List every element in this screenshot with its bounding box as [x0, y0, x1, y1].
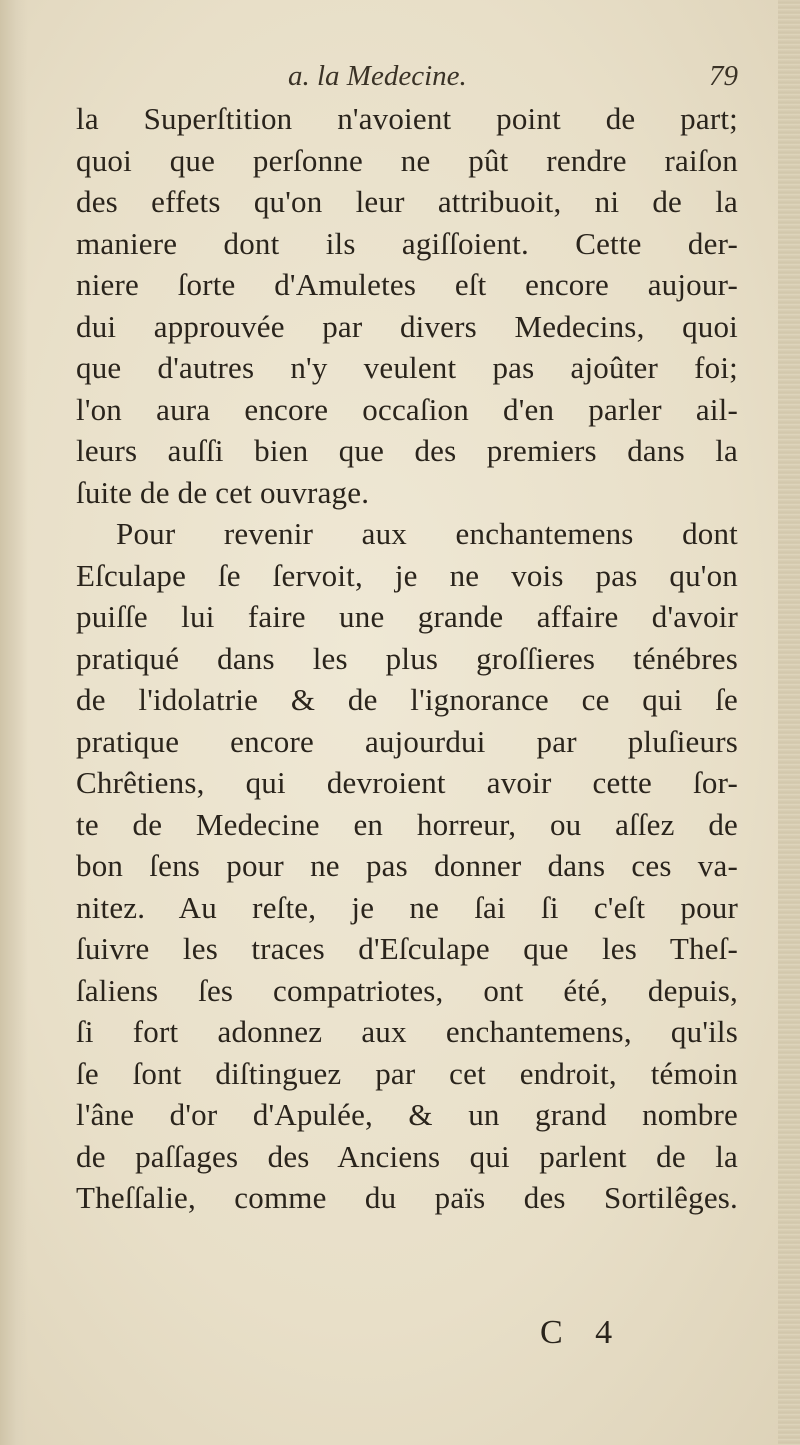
- text-line: des effets qu'on leur attribuoit, ni de la: [76, 184, 738, 219]
- text-line: Chrêtiens, qui devroient avoir cette ſor-: [76, 765, 738, 800]
- text-line: l'âne d'or d'Apulée, & un grand nombre: [76, 1097, 738, 1132]
- page-header: [270, 60, 760, 100]
- text-line: Theſſalie, comme du païs des Sortilêges.: [76, 1180, 738, 1215]
- text-line: pratique encore aujourdui par pluſieurs: [76, 723, 738, 759]
- text-line: dui approuvée par divers Medecins, quoi: [76, 308, 738, 344]
- text-line: quoi que perſonne ne pût rendre raiſon: [76, 142, 738, 178]
- text-line: ſuite de de cet ouvrage.: [76, 474, 370, 510]
- text-line: l'on aura encore occaſion d'en parler ail-: [76, 391, 738, 427]
- text-line: nitez. Au reſte, je ne ſai ſi c'eſt pour: [76, 889, 738, 925]
- body-text: [76, 98, 738, 1219]
- text-line: maniere dont ils agiſſoient. Cette der-: [76, 225, 738, 261]
- text-line: de l'idolatrie & de l'ignorance ce qui ſe: [76, 682, 738, 717]
- text-line: pratiqué dans les plus groſſieres ténébres: [76, 640, 738, 676]
- text-line: ſaliens ſes compatriotes, ont été, depuis,: [76, 972, 738, 1008]
- text-line: la Superſtition n'avoient point de part;: [76, 101, 738, 136]
- text-line: Eſculape ſe ſervoit, je ne vois pas qu'on: [76, 557, 738, 593]
- text-line: ſi fort adonnez aux enchantemens, qu'ils: [76, 1014, 738, 1049]
- text-line: leurs auſſi bien que des premiers dans la: [76, 433, 738, 468]
- text-line: ſe ſont diſtinguez par cet endroit, témoin: [76, 1055, 738, 1091]
- text-line: de paſſages des Anciens qui parlent de la: [76, 1138, 738, 1174]
- page-edge: [778, 0, 800, 1445]
- text-line: que d'autres n'y veulent pas ajoûter foi;: [76, 350, 738, 385]
- signature-mark: C 4: [540, 1314, 625, 1351]
- text-line: niere ſorte d'Amuletes eſt encore aujour-: [76, 267, 738, 302]
- text-line: puiſſe lui faire une grande affaire d'avoir: [76, 599, 738, 634]
- text-line: te de Medecine en horreur, ou aſſez de: [76, 806, 738, 842]
- running-head: a. la Medecine.: [288, 60, 467, 92]
- page-gutter: [0, 0, 28, 1445]
- page-number: 79: [709, 60, 738, 92]
- text-line: ſuivre les traces d'Eſculape que les Theſ-: [76, 931, 738, 966]
- text-line: bon ſens pour ne pas donner dans ces va-: [76, 848, 738, 883]
- text-line: Pour revenir aux enchantemens dont: [116, 516, 738, 551]
